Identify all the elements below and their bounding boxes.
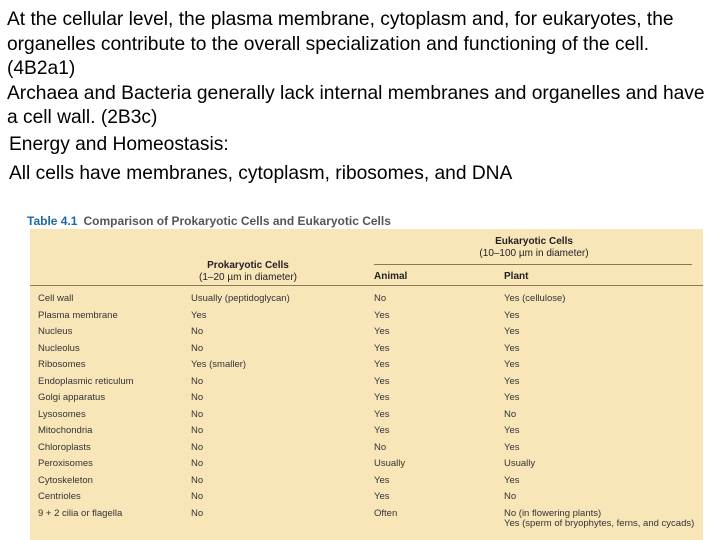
table-cell: Yes [504, 392, 520, 403]
prokaryotic-size: (1–20 µm in diameter) [198, 272, 298, 283]
table-cell: Usually [504, 458, 536, 469]
table-cell: Centrioles [38, 491, 81, 502]
table-cell: Often [374, 507, 398, 519]
table-cell: No [191, 392, 204, 403]
table-cell: Yes [504, 326, 520, 337]
table-cell: No [191, 491, 204, 502]
table-cell: No [504, 491, 517, 502]
table-cell: 9 + 2 cilia or flagella [38, 507, 123, 519]
eukaryotic-title: Eukaryotic Cells [495, 236, 573, 247]
table-cell: Yes [374, 309, 390, 321]
table-cell: Yes [374, 425, 390, 436]
table-cell: No (in flowering plants) [504, 507, 602, 519]
table-cell: Golgi apparatus [38, 392, 106, 403]
table-cell: Yes [504, 375, 520, 387]
table-cell: Cytoskeleton [38, 474, 93, 486]
table-row [30, 342, 703, 358]
eukaryotic-header [434, 236, 634, 260]
table-title [27, 214, 391, 230]
paragraph-2: Archaea and Bacteria generally lack internal membranes and organelles and have a cell wall. (2B3c) [7, 82, 705, 128]
table-row [30, 507, 703, 535]
table-cell: Mitochondria [38, 425, 93, 436]
table-cell: Yes [504, 309, 520, 321]
table-cell: No [191, 342, 204, 354]
table-cell: No [191, 441, 204, 453]
table-cell: Yes [374, 326, 390, 337]
table-cell: Yes [374, 375, 390, 387]
plant-header: Plant [504, 271, 529, 282]
table-cell: Endoplasmic reticulum [38, 375, 134, 387]
table-cell: Usually (peptidoglycan) [191, 293, 290, 304]
table-cell: No [191, 408, 204, 420]
table-row [30, 490, 703, 506]
table-cell: Lysosomes [38, 408, 86, 420]
table-cell: Cell wall [38, 293, 74, 304]
paragraph-4: All cells have membranes, cytoplasm, ribosomes, and DNA [9, 163, 513, 184]
paragraph-3: Energy and Homeostasis: [9, 133, 229, 155]
eukaryotic-size: (10–100 µm in diameter) [479, 248, 589, 259]
table-cell: Yes [374, 408, 390, 420]
table-cell: Yes [374, 474, 390, 486]
header-rule [30, 285, 703, 286]
table-cell: No [191, 458, 204, 469]
table-cell: No [374, 441, 387, 453]
eukaryotic-rule [374, 264, 692, 265]
table-cell: Yes [504, 342, 520, 354]
table-cell: Nucleolus [38, 342, 80, 354]
table-row [30, 309, 703, 325]
table-cell: No [504, 408, 517, 420]
table-number: Table 4.1 [27, 214, 78, 228]
table-cell: No [191, 474, 204, 486]
table-cell: No [374, 293, 387, 304]
table-row [30, 292, 703, 308]
table-cell: Plasma membrane [38, 309, 118, 321]
animal-header: Animal [374, 271, 408, 282]
table-cell: Nucleus [38, 326, 73, 337]
table-cell: Yes [504, 474, 520, 486]
table-cell: Ribosomes [38, 359, 86, 370]
table-cell: No [191, 326, 204, 337]
table-row [30, 375, 703, 391]
body-text [7, 8, 713, 187]
paragraph-1: At the cellular level, the plasma membrane, cytoplasm and, for eukaryotes, the organelles contribute to the overall specialization and functioning of the cell. (4B2a1) [7, 9, 674, 79]
table-row [30, 325, 703, 341]
table-cell: Yes (cellulose) [504, 293, 566, 304]
table-row [30, 358, 703, 374]
table-cell: No [191, 375, 204, 387]
prokaryotic-title: Prokaryotic Cells [207, 260, 289, 271]
table-cell: Yes [504, 425, 520, 436]
table-cell: Chloroplasts [38, 441, 91, 453]
table-caption: Comparison of Prokaryotic Cells and Eukaryotic Cells [83, 214, 391, 228]
table-cell: No [191, 507, 204, 519]
table-row [30, 474, 703, 490]
table-panel [30, 229, 703, 540]
table-cell: Yes (smaller) [191, 359, 247, 370]
prokaryotic-header [178, 260, 318, 284]
table-row [30, 424, 703, 440]
table-cell: Yes [374, 342, 390, 354]
comparison-table [23, 213, 703, 540]
table-cell: Yes [374, 392, 390, 403]
table-cell: Yes [374, 491, 390, 502]
table-row [30, 391, 703, 407]
table-row [30, 441, 703, 457]
table-cell: Yes [374, 359, 390, 370]
table-cell: No [191, 425, 204, 436]
plant-note: Yes (sperm of bryophytes, ferns, and cycads) [504, 517, 695, 529]
table-cell: Usually [374, 458, 406, 469]
table-cell: Yes [504, 359, 520, 370]
table-row [30, 457, 703, 473]
table-row [30, 408, 703, 424]
table-cell: Peroxisomes [38, 458, 93, 469]
table-cell: Yes [504, 441, 520, 453]
table-cell: Yes [191, 309, 207, 321]
